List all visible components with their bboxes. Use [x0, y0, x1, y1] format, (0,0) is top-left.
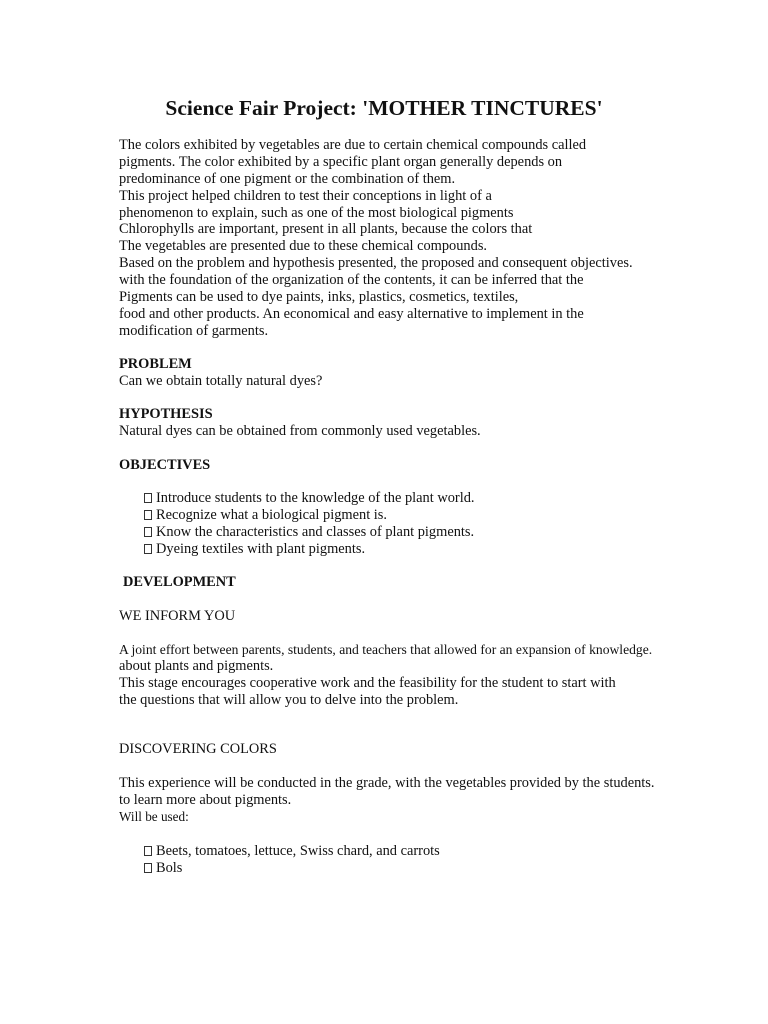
- bullet-box-icon: [144, 510, 152, 520]
- list-item-text: Dyeing textiles with plant pigments.: [156, 541, 366, 557]
- list-item-text: Bols: [156, 860, 183, 876]
- inform-line: the questions that will allow you to delve into the problem.: [119, 692, 459, 708]
- intro-line: predominance of one pigment or the combination of them.: [119, 171, 456, 187]
- inform-line: A joint effort between parents, students, and teachers that allowed for an expansion of knowledge.: [119, 642, 653, 657]
- bullet-box-icon: [144, 493, 152, 503]
- intro-line: The colors exhibited by vegetables are due to certain chemical compounds called: [119, 137, 587, 153]
- intro-line: modification of garments.: [119, 323, 269, 339]
- intro-line: This project helped children to test their conceptions in light of a: [119, 188, 492, 204]
- list-item-text: Know the characteristics and classes of plant pigments.: [156, 524, 475, 540]
- development-heading: DEVELOPMENT: [123, 574, 236, 590]
- list-item: [144, 524, 474, 541]
- list-item: [144, 490, 475, 507]
- intro-line: Based on the problem and hypothesis presented, the proposed and consequent objectives.: [119, 255, 633, 271]
- intro-line: The vegetables are presented due to these chemical compounds.: [119, 238, 488, 254]
- bullet-box-icon: [144, 527, 152, 537]
- inform-line: about plants and pigments.: [119, 658, 274, 674]
- intro-line: phenomenon to explain, such as one of the most biological pigments: [119, 205, 514, 221]
- intro-line: Pigments can be used to dye paints, inks, plastics, cosmetics, textiles,: [119, 289, 519, 305]
- hypothesis-heading: HYPOTHESIS: [119, 406, 213, 422]
- list-item: [144, 507, 387, 524]
- bullet-box-icon: [144, 544, 152, 554]
- problem-text: Can we obtain totally natural dyes?: [119, 373, 323, 389]
- bullet-box-icon: [144, 846, 152, 856]
- list-item: [144, 541, 365, 558]
- list-item: [144, 860, 182, 877]
- discovering-line: This experience will be conducted in the grade, with the vegetables provided by the students.: [119, 775, 655, 791]
- objectives-heading: OBJECTIVES: [119, 457, 211, 473]
- list-item-text: Introduce students to the knowledge of the plant world.: [156, 490, 475, 506]
- list-item-text: Beets, tomatoes, lettuce, Swiss chard, and carrots: [156, 843, 440, 859]
- hypothesis-text: Natural dyes can be obtained from commonly used vegetables.: [119, 423, 481, 439]
- discovering-line: to learn more about pigments.: [119, 792, 292, 808]
- intro-line: pigments. The color exhibited by a specific plant organ generally depends on: [119, 154, 563, 170]
- list-item: [144, 843, 440, 860]
- intro-line: food and other products. An economical and easy alternative to implement in the: [119, 306, 584, 322]
- intro-line: Chlorophylls are important, present in all plants, because the colors that: [119, 221, 533, 237]
- bullet-box-icon: [144, 863, 152, 873]
- inform-line: This stage encourages cooperative work and the feasibility for the student to start with: [119, 675, 616, 691]
- intro-line: with the foundation of the organization of the contents, it can be inferred that the: [119, 272, 584, 288]
- inform-heading: WE INFORM YOU: [119, 608, 236, 624]
- discovering-heading: DISCOVERING COLORS: [119, 741, 277, 757]
- list-item-text: Recognize what a biological pigment is.: [156, 507, 387, 523]
- problem-heading: PROBLEM: [119, 356, 192, 372]
- discovering-line: Will be used:: [119, 809, 189, 824]
- page-title: Science Fair Project: 'MOTHER TINCTURES': [165, 96, 603, 120]
